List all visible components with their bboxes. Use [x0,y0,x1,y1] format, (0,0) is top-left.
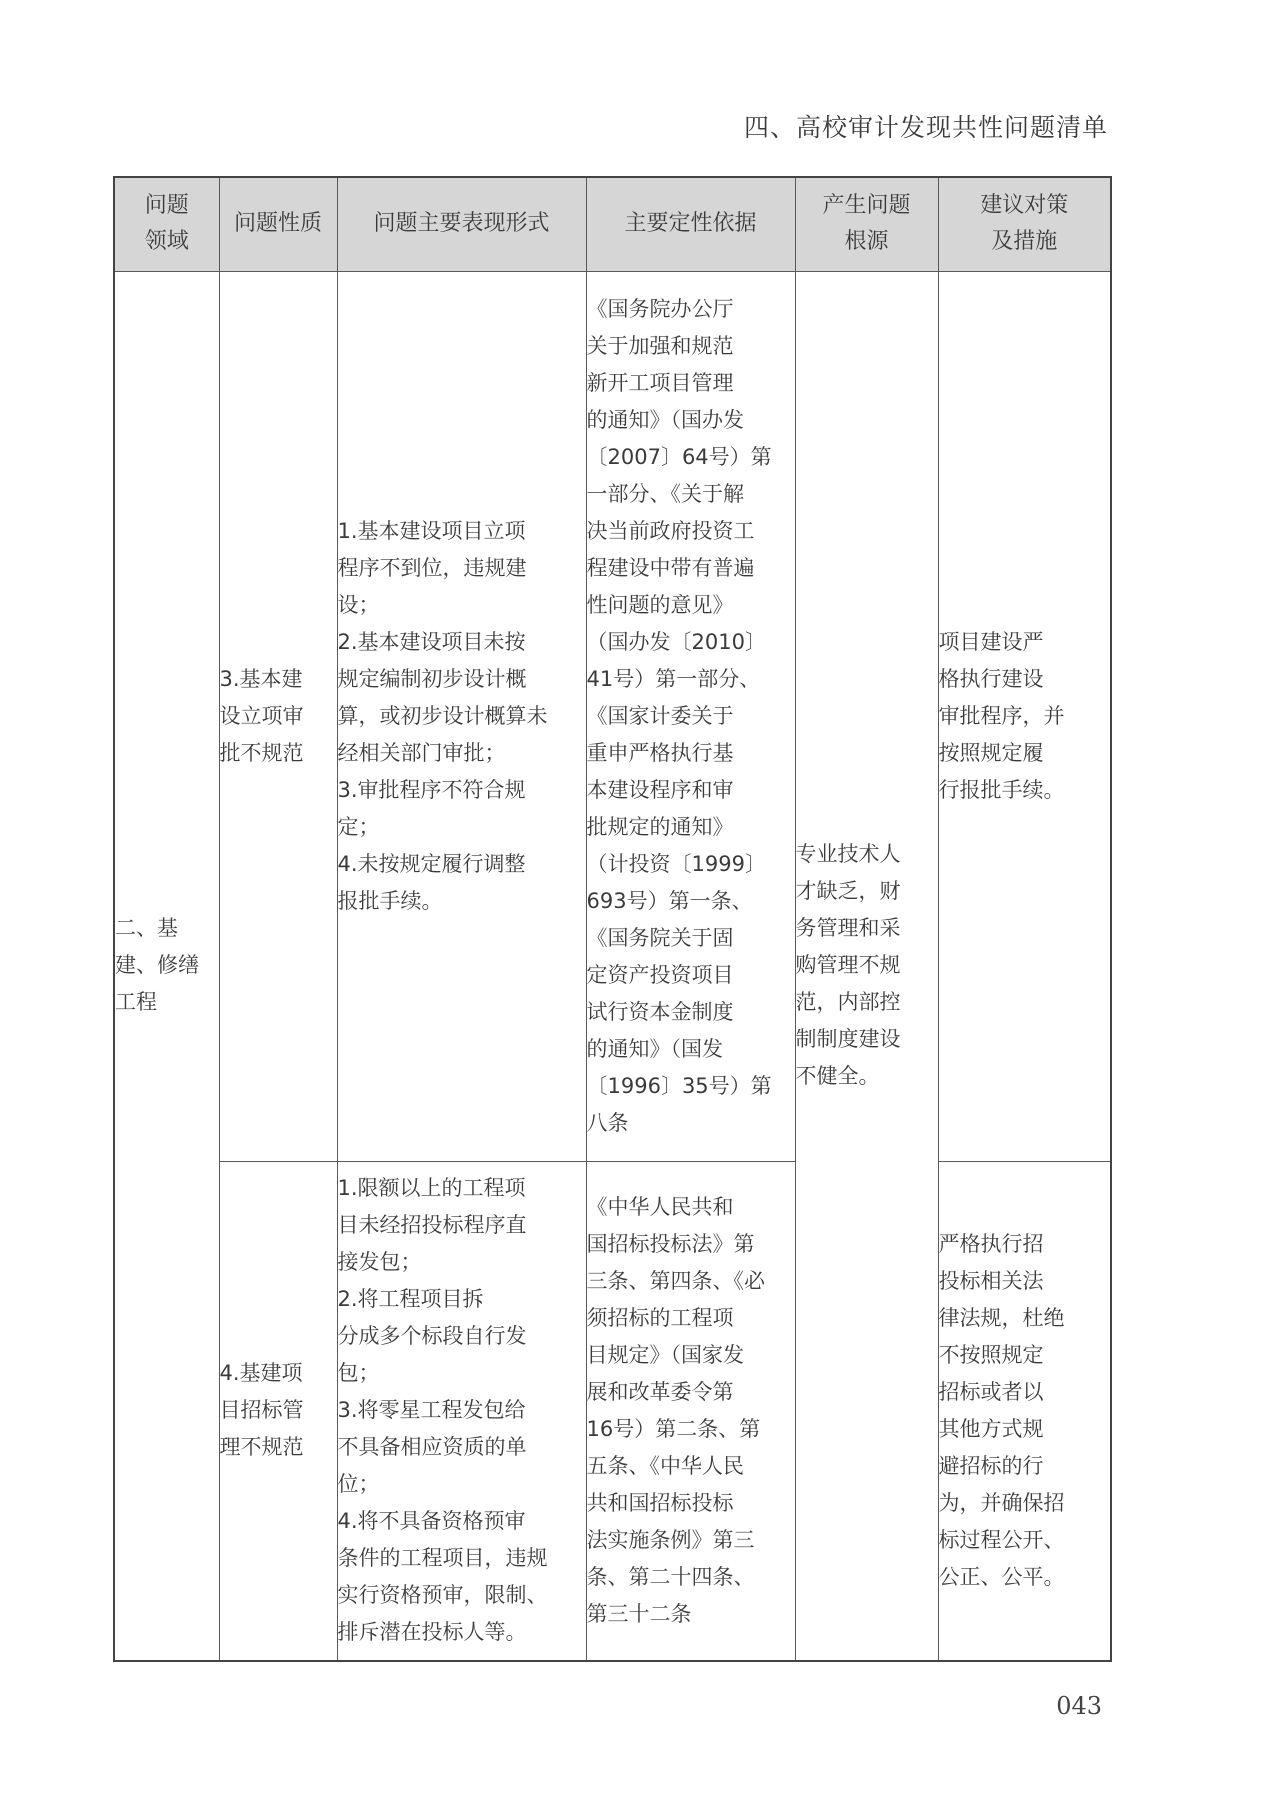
column-header-basis: 主要定性依据 [586,177,795,271]
measures-cell: 严格执行招 投标相关法 律法规，杜绝 不按照规定 招标或者以 其他方式规 避招标的行 为，并确保招 标过程公开、 公正、公平。 [938,1161,1111,1661]
column-header-nature: 问题性质 [219,177,337,271]
nature-cell: 3.基本建 设立项审 批不规范 [219,271,337,1161]
page-number: 043 [1056,1692,1102,1720]
measures-cell: 项目建设严 格执行建设 审批程序，并 按照规定履 行报批手续。 [938,271,1111,1161]
table-row [114,1161,1111,1661]
column-header-root-cause: 产生问题 根源 [795,177,938,271]
domain-cell: 二、基 建、修缮 工程 [114,271,219,1661]
table-header [114,177,1111,271]
column-header-measures: 建议对策 及措施 [938,177,1111,271]
basis-cell: 《国务院办公厅 关于加强和规范 新开工项目管理 的通知》（国办发 〔2007〕64号）第 一部分、《关于解 决当前政府投资工 程建设中带有普遍 性问题的意见》 （国办发〔2010〕 41号）第一部分、 《国家计委关于 重申严格执行基 本建设程序和审 批规定的通知》 （计投资〔1999〕 693号）第一条、 《国务院关于固 定资产投资项目 试行资本金制度 的通知》（国发 〔1996〕35号）第 八条 [586,271,795,1161]
basis-cell: 《中华人民共和 国招标投标法》第 三条、第四条、《必 须招标的工程项 目规定》（国家发 展和改革委令第 16号）第二条、第 五条、《中华人民 共和国招标投标 法实施条例》第三 条、第二十四条、 第三十二条 [586,1161,795,1661]
column-header-domain: 问题 领域 [114,177,219,271]
root-cause-cell: 专业技术人 才缺乏，财 务管理和采 购管理不规 范，内部控 制制度建设 不健全。 [795,271,938,1661]
column-header-manifestation: 问题主要表现形式 [337,177,586,271]
audit-issues-table [113,176,1112,1662]
manifestation-cell: 1.限额以上的工程项 目未经招投标程序直 接发包； 2.将工程项目拆 分成多个标段自行发 包； 3.将零星工程发包给 不具备相应资质的单 位； 4.将不具备资格预审 条件的工程项目，违规 实行资格预审，限制、 排斥潜在投标人等。 [337,1161,586,1661]
running-header: 四、高校审计发现共性问题清单 [743,113,1108,142]
table-row [114,271,1111,1161]
nature-cell: 4.基建项 目招标管 理不规范 [219,1161,337,1661]
manifestation-cell: 1.基本建设项目立项 程序不到位，违规建 设； 2.基本建设项目未按 规定编制初步设计概 算，或初步设计概算未 经相关部门审批； 3.审批程序不符合规 定； 4.未按规定履行调整 报批手续。 [337,271,586,1161]
